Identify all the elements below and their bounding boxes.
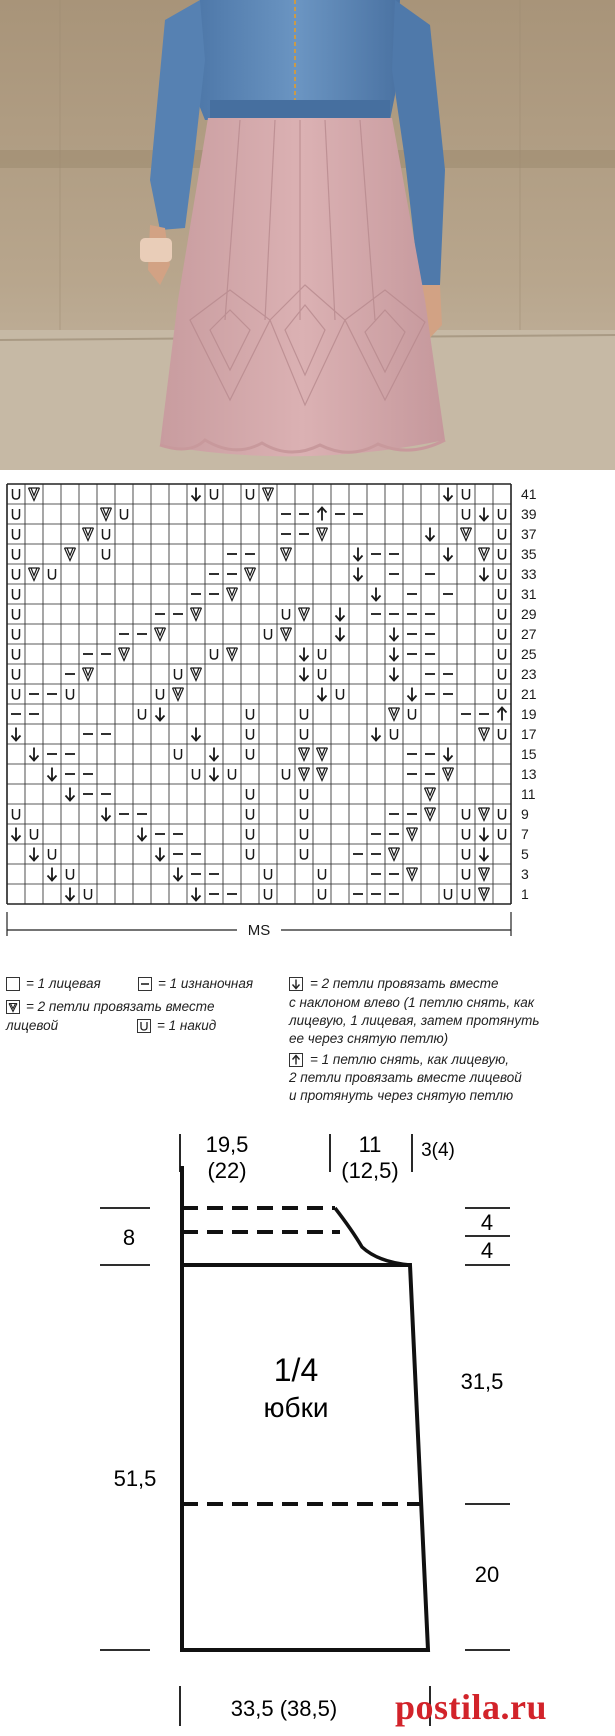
k2tog-icon bbox=[281, 548, 292, 561]
k2tog-icon bbox=[83, 528, 94, 541]
yarn-over-icon bbox=[265, 869, 272, 879]
watermark: postila.ru bbox=[395, 1687, 548, 1727]
row-number: 35 bbox=[521, 546, 537, 562]
ssk-icon bbox=[336, 628, 345, 641]
k2tog-icon bbox=[407, 868, 418, 881]
k2tog-icon bbox=[119, 648, 130, 661]
k2tog-icon bbox=[479, 888, 490, 901]
ssk-icon bbox=[354, 568, 363, 581]
yarn-over-icon bbox=[301, 809, 308, 819]
row-number: 23 bbox=[521, 666, 537, 682]
yarn-over-icon bbox=[319, 889, 326, 899]
yarn-over-icon bbox=[301, 829, 308, 839]
ssk-icon bbox=[30, 848, 39, 861]
yarn-over-icon bbox=[463, 889, 470, 899]
k2tog-icon bbox=[479, 728, 490, 741]
row-number: 31 bbox=[521, 586, 537, 602]
k2tog-icon bbox=[317, 528, 328, 541]
piece-label-fraction: 1/4 bbox=[273, 1352, 319, 1388]
k2tog-icon bbox=[155, 628, 166, 641]
yarn-over-icon bbox=[499, 509, 506, 519]
ssk-icon bbox=[174, 868, 183, 881]
k2tog-icon bbox=[425, 808, 436, 821]
row-number: 33 bbox=[521, 566, 537, 582]
yarn-over-icon bbox=[283, 609, 290, 619]
yarn-over-icon bbox=[499, 569, 506, 579]
legend-cdd-line3: и протянуть через снятую петлю bbox=[289, 1088, 514, 1103]
ssk-icon bbox=[156, 848, 165, 861]
ssk-icon bbox=[300, 668, 309, 681]
dim-band-top: 4 bbox=[480, 1210, 494, 1235]
k2tog-icon bbox=[317, 748, 328, 761]
dim-band-bottom: 4 bbox=[480, 1238, 494, 1263]
yarn-over-icon bbox=[499, 729, 506, 739]
yarn-over-icon bbox=[139, 709, 146, 719]
yarn-over-icon bbox=[13, 529, 20, 539]
ssk-icon bbox=[390, 628, 399, 641]
dim-top-left-width-alt: (22) bbox=[207, 1158, 247, 1183]
dim-upper-height: 31,5 bbox=[460, 1369, 504, 1394]
k2tog-icon bbox=[479, 808, 490, 821]
yarn-over-icon bbox=[391, 729, 398, 739]
dim-total-height: 51,5 bbox=[113, 1466, 157, 1491]
yarn-over-icon bbox=[463, 869, 470, 879]
yarn-over-icon bbox=[13, 569, 20, 579]
ssk-icon bbox=[444, 488, 453, 501]
k2tog-icon bbox=[245, 568, 256, 581]
ssk-icon bbox=[480, 508, 489, 521]
ssk-icon bbox=[48, 868, 57, 881]
yarn-over-icon bbox=[445, 889, 452, 899]
yarn-over-icon bbox=[229, 769, 236, 779]
row-number: 5 bbox=[521, 846, 529, 862]
ssk-icon bbox=[138, 828, 147, 841]
yarn-over-icon bbox=[13, 509, 20, 519]
ssk-icon bbox=[210, 748, 219, 761]
yarn-over-icon bbox=[301, 709, 308, 719]
yarn-over-icon bbox=[247, 709, 254, 719]
yarn-over-icon bbox=[49, 569, 56, 579]
k2tog-icon bbox=[443, 768, 454, 781]
yarn-over-icon bbox=[283, 769, 290, 779]
ssk-icon bbox=[426, 528, 435, 541]
yarn-over-icon bbox=[319, 669, 326, 679]
dim-lower-height: 20 bbox=[474, 1562, 500, 1587]
knit-symbol-icon bbox=[6, 977, 20, 991]
yarn-over-icon bbox=[13, 809, 20, 819]
yarn-over-icon bbox=[463, 489, 470, 499]
repeat-label: MS bbox=[247, 922, 271, 939]
ssk-icon bbox=[372, 728, 381, 741]
yarn-over-icon bbox=[247, 489, 254, 499]
purl-symbol-icon bbox=[138, 977, 152, 991]
yarn-over-icon bbox=[175, 749, 182, 759]
yarn-over-icon bbox=[499, 629, 506, 639]
k2tog-icon bbox=[227, 588, 238, 601]
ssk-icon bbox=[390, 668, 399, 681]
row-number: 41 bbox=[521, 486, 537, 502]
yarn-over-icon bbox=[247, 749, 254, 759]
ssk-icon bbox=[12, 728, 21, 741]
k2tog-icon bbox=[389, 708, 400, 721]
yarn-over-icon bbox=[193, 769, 200, 779]
yarn-over-icon bbox=[265, 629, 272, 639]
bracelet bbox=[140, 238, 172, 262]
row-number: 39 bbox=[521, 506, 537, 522]
ssk-icon bbox=[444, 548, 453, 561]
yarn-over-icon bbox=[301, 789, 308, 799]
row-number: 11 bbox=[521, 786, 536, 802]
yarn-over-icon bbox=[13, 669, 20, 679]
k2tog-icon bbox=[29, 568, 40, 581]
ssk-icon bbox=[192, 488, 201, 501]
yarn-over-icon bbox=[13, 649, 20, 659]
yarn-over-icon bbox=[247, 849, 254, 859]
legend-purl: = 1 изнаночная bbox=[158, 976, 254, 991]
ssk-icon bbox=[372, 588, 381, 601]
k2tog-icon bbox=[479, 868, 490, 881]
yarn-over-icon bbox=[499, 689, 506, 699]
legend-cdd-line1: = 1 петлю снять, как лицевую, bbox=[310, 1052, 509, 1067]
ssk-symbol-icon bbox=[289, 977, 303, 991]
ssk-icon bbox=[192, 728, 201, 741]
row-number: 25 bbox=[521, 646, 537, 662]
k2tog-icon bbox=[29, 488, 40, 501]
k2tog-icon bbox=[389, 848, 400, 861]
ssk-icon bbox=[192, 888, 201, 901]
k2tog-icon bbox=[173, 688, 184, 701]
yarn-over-icon bbox=[499, 649, 506, 659]
yarn-over-icon bbox=[13, 549, 20, 559]
legend-k2tog-line2: лицевой bbox=[6, 1018, 59, 1033]
ssk-icon bbox=[444, 748, 453, 761]
yarn-over-icon bbox=[13, 489, 20, 499]
k2tog-icon bbox=[407, 828, 418, 841]
yarn-over-icon bbox=[301, 849, 308, 859]
yarn-over-icon bbox=[49, 849, 56, 859]
model-photo bbox=[0, 0, 615, 470]
k2tog-icon bbox=[281, 628, 292, 641]
yarn-over-icon bbox=[13, 589, 20, 599]
yarn-over-icon bbox=[247, 829, 254, 839]
dim-waistband-height: 8 bbox=[122, 1225, 136, 1250]
yarn-over-icon bbox=[247, 729, 254, 739]
ssk-icon bbox=[12, 828, 21, 841]
yarn-over-icon bbox=[265, 889, 272, 899]
yarn-over-icon bbox=[319, 869, 326, 879]
legend-ssk-line1: = 2 петли провязать вместе bbox=[310, 976, 499, 991]
yarn-over-icon bbox=[211, 649, 218, 659]
yarn-over-icon bbox=[499, 589, 506, 599]
ssk-icon bbox=[156, 708, 165, 721]
ssk-icon bbox=[480, 568, 489, 581]
yarn-over-icon bbox=[499, 669, 506, 679]
k2tog-icon bbox=[299, 608, 310, 621]
ssk-icon bbox=[102, 808, 111, 821]
yarn-over-icon bbox=[247, 789, 254, 799]
row-number: 27 bbox=[521, 626, 537, 642]
ssk-icon bbox=[480, 828, 489, 841]
yarn-over-icon bbox=[499, 529, 506, 539]
ssk-icon bbox=[30, 748, 39, 761]
lace-chart bbox=[0, 478, 615, 966]
ssk-icon bbox=[480, 848, 489, 861]
row-number: 37 bbox=[521, 526, 537, 542]
yarn-over-icon bbox=[13, 629, 20, 639]
yarn-over-icon bbox=[175, 669, 182, 679]
waist-curve bbox=[335, 1208, 410, 1265]
dim-top-mid-width-alt: (12,5) bbox=[341, 1158, 399, 1183]
k2tog-icon bbox=[65, 548, 76, 561]
k2tog-icon bbox=[227, 648, 238, 661]
legend-cdd-line2: 2 петли провязать вместе лицевой bbox=[289, 1070, 522, 1085]
cdd-symbol-icon bbox=[289, 1053, 303, 1067]
dim-bottom-width: 33,5 (38,5) bbox=[230, 1696, 338, 1721]
yarn-over-icon bbox=[67, 689, 74, 699]
k2tog-icon bbox=[191, 608, 202, 621]
chart-legend bbox=[0, 968, 615, 1118]
k2tog-icon bbox=[191, 668, 202, 681]
ssk-icon bbox=[66, 888, 75, 901]
yarn-over-icon bbox=[463, 829, 470, 839]
k2tog-icon bbox=[425, 788, 436, 801]
k2tog-icon bbox=[101, 508, 112, 521]
row-number: 15 bbox=[521, 746, 537, 762]
yarn-over-icon bbox=[463, 849, 470, 859]
yarn-over-icon bbox=[121, 509, 128, 519]
yarn-over-icon bbox=[13, 689, 20, 699]
k2tog-icon bbox=[83, 668, 94, 681]
yarn-over-icon bbox=[499, 549, 506, 559]
dim-top-right-width: 3(4) bbox=[421, 1140, 455, 1161]
row-number: 19 bbox=[521, 706, 537, 722]
ssk-icon bbox=[210, 768, 219, 781]
k2tog-icon bbox=[479, 548, 490, 561]
yarn-over-icon bbox=[499, 609, 506, 619]
legend-knit: = 1 лицевая bbox=[26, 976, 101, 991]
row-number: 7 bbox=[521, 826, 529, 842]
yarn-over-symbol-icon bbox=[137, 1019, 151, 1033]
double-decrease-icon bbox=[498, 708, 507, 721]
ssk-icon bbox=[66, 788, 75, 801]
double-decrease-icon bbox=[318, 508, 327, 521]
ssk-icon bbox=[354, 548, 363, 561]
dim-top-left-width: 19,5 bbox=[205, 1132, 249, 1157]
k2tog-icon bbox=[263, 488, 274, 501]
row-number: 13 bbox=[521, 766, 537, 782]
skirt-schematic bbox=[0, 1122, 615, 1736]
yarn-over-icon bbox=[211, 489, 218, 499]
row-number: 29 bbox=[521, 606, 537, 622]
yarn-over-icon bbox=[31, 829, 38, 839]
yarn-over-icon bbox=[463, 809, 470, 819]
yarn-over-icon bbox=[337, 689, 344, 699]
yarn-over-icon bbox=[301, 729, 308, 739]
k2tog-icon bbox=[299, 768, 310, 781]
ssk-icon bbox=[318, 688, 327, 701]
legend-ssk-line3: лицевую, 1 лицевая, затем протянуть bbox=[289, 1013, 540, 1028]
ssk-icon bbox=[408, 688, 417, 701]
ssk-icon bbox=[390, 648, 399, 661]
row-number: 21 bbox=[521, 686, 537, 702]
yarn-over-icon bbox=[463, 509, 470, 519]
yarn-over-icon bbox=[499, 809, 506, 819]
legend-k2tog-line1: = 2 петли провязать вместе bbox=[26, 999, 215, 1014]
k2tog-icon bbox=[461, 528, 472, 541]
k2tog-icon bbox=[299, 748, 310, 761]
yarn-over-icon bbox=[103, 549, 110, 559]
legend-yo: = 1 накид bbox=[157, 1018, 217, 1033]
yarn-over-icon bbox=[319, 649, 326, 659]
row-number: 9 bbox=[521, 806, 529, 822]
yarn-over-icon bbox=[409, 709, 416, 719]
yarn-over-icon bbox=[247, 809, 254, 819]
ssk-icon bbox=[48, 768, 57, 781]
yarn-over-icon bbox=[499, 829, 506, 839]
legend-ssk-line4: ее через снятую петлю) bbox=[289, 1031, 449, 1046]
row-number: 3 bbox=[521, 866, 529, 882]
row-number: 1 bbox=[521, 886, 529, 902]
yarn-over-icon bbox=[85, 889, 92, 899]
row-number: 17 bbox=[521, 726, 537, 742]
yarn-over-icon bbox=[67, 869, 74, 879]
k2tog-symbol-icon bbox=[6, 1000, 20, 1014]
ssk-icon bbox=[300, 648, 309, 661]
k2tog-icon bbox=[317, 768, 328, 781]
ssk-icon bbox=[336, 608, 345, 621]
piece-label-name: юбки bbox=[263, 1392, 329, 1423]
yarn-over-icon bbox=[157, 689, 164, 699]
yarn-over-icon bbox=[103, 529, 110, 539]
yarn-over-icon bbox=[13, 609, 20, 619]
legend-ssk-line2: с наклоном влево (1 петлю снять, как bbox=[289, 995, 535, 1010]
dim-top-mid-width: 11 bbox=[358, 1132, 382, 1157]
